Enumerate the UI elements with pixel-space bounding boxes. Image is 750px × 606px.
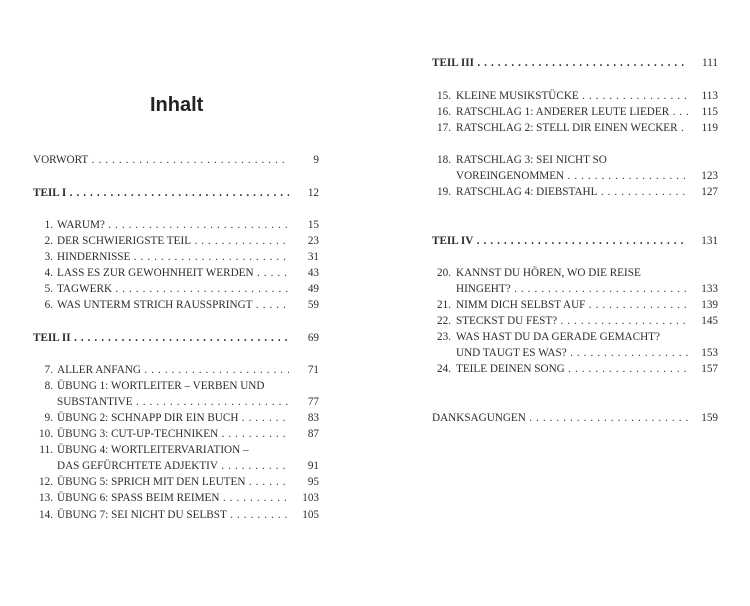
entry-title: WAS UNTERM STRICH RAUSSPRINGT . . . <box>57 298 289 312</box>
toc-entry[interactable] <box>33 508 319 522</box>
toc-entry-teil-4[interactable] <box>432 234 718 248</box>
entry-number: 7. <box>44 364 53 376</box>
entry-title: TEIL III . . . <box>432 56 688 70</box>
entry-page: 139 <box>701 299 718 311</box>
toc-entry[interactable] <box>432 266 718 280</box>
toc-entry-teil-2[interactable] <box>33 331 319 345</box>
entry-page: 131 <box>701 235 718 247</box>
entry-page: 87 <box>307 428 319 440</box>
entry-title-line-2: VOREINGENOMMEN . . . <box>456 169 688 183</box>
entry-title: VORWORT . . . <box>33 153 289 167</box>
entry-title: KLEINE MUSIKSTÜCKE . . . <box>456 89 688 103</box>
entry-page: 12 <box>307 187 319 199</box>
entry-page: 119 <box>701 122 718 134</box>
entry-title: WARUM? . . . <box>57 218 289 232</box>
entry-page: 71 <box>307 364 319 376</box>
entry-number: 11. <box>39 444 53 456</box>
toc-entry[interactable] <box>432 314 718 328</box>
entry-number: 5. <box>44 283 53 295</box>
entry-title: TEIL I . . . <box>33 186 289 200</box>
entry-title-line-2: SUBSTANTIVE . . . <box>57 395 289 409</box>
entry-title: ÜBUNG 5: SPRICH MIT DEN LEUTEN . . . <box>57 475 289 489</box>
entry-number: 24. <box>437 363 451 375</box>
entry-title-line-2: HINGEHT? . . . <box>456 282 688 296</box>
entry-page: 69 <box>307 332 319 344</box>
entry-title-line-1: RATSCHLAG 3: SEI NICHT SO <box>456 154 607 166</box>
entry-title: TEIL IV . . . <box>432 234 688 248</box>
entry-page: 127 <box>701 186 718 198</box>
toc-entry[interactable] <box>432 330 718 344</box>
entry-page: 15 <box>307 219 319 231</box>
entry-title: RATSCHLAG 4: DIEBSTAHL . . . <box>456 185 688 199</box>
entry-number: 6. <box>44 299 53 311</box>
entry-number: 12. <box>39 476 53 488</box>
toc-entry[interactable] <box>33 218 319 232</box>
entry-page: 111 <box>702 57 718 69</box>
entry-page: 145 <box>701 315 718 327</box>
entry-number: 17. <box>437 122 451 134</box>
entry-page: 105 <box>302 509 319 521</box>
entry-number: 10. <box>39 428 53 440</box>
entry-page: 59 <box>307 299 319 311</box>
toc-entry[interactable] <box>432 185 718 199</box>
entry-page: 115 <box>701 106 718 118</box>
entry-title: ÜBUNG 3: CUT-UP-TECHNIKEN . . . <box>57 427 289 441</box>
toc-entry-continuation[interactable] <box>432 346 718 360</box>
entry-title-line-1: ÜBUNG 1: WORTLEITER – VERBEN UND <box>57 380 265 392</box>
toc-entry-continuation[interactable] <box>33 459 319 473</box>
entry-page: 91 <box>307 460 319 472</box>
toc-entry[interactable] <box>432 298 718 312</box>
entry-number: 1. <box>44 219 53 231</box>
toc-entry[interactable] <box>432 105 718 119</box>
entry-title: RATSCHLAG 1: ANDERER LEUTE LIEDER . . . <box>456 105 688 119</box>
entry-title: NIMM DICH SELBST AUF . . . <box>456 298 688 312</box>
toc-entry[interactable] <box>432 89 718 103</box>
entry-number: 13. <box>39 492 53 504</box>
entry-title-line-2: UND TAUGT ES WAS? . . . <box>456 346 688 360</box>
entry-title: ÜBUNG 7: SEI NICHT DU SELBST . . . <box>57 508 289 522</box>
entry-number: 16. <box>437 106 451 118</box>
toc-entry[interactable] <box>432 121 718 135</box>
toc-entry-danksagungen[interactable] <box>432 411 718 425</box>
entry-page: 9 <box>313 154 319 166</box>
entry-title-line-1: WAS HAST DU DA GERADE GEMACHT? <box>456 331 660 343</box>
entry-number: 21. <box>437 299 451 311</box>
toc-entry-vorwort[interactable] <box>33 153 319 167</box>
entry-number: 15. <box>437 90 451 102</box>
entry-title: ÜBUNG 2: SCHNAPP DIR EIN BUCH . . . <box>57 411 289 425</box>
entry-number: 3. <box>44 251 53 263</box>
entry-number: 19. <box>437 186 451 198</box>
toc-entry[interactable] <box>432 362 718 376</box>
entry-title: DER SCHWIERIGSTE TEIL . . . <box>57 234 289 248</box>
toc-entry[interactable] <box>33 363 319 377</box>
entry-page: 83 <box>307 412 319 424</box>
page-title: Inhalt <box>150 94 204 116</box>
toc-entry[interactable] <box>432 153 718 167</box>
entry-number: 20. <box>437 267 451 279</box>
entry-number: 4. <box>44 267 53 279</box>
entry-number: 22. <box>437 315 451 327</box>
entry-page: 113 <box>701 90 718 102</box>
entry-title: TAGWERK . . . <box>57 282 289 296</box>
toc-entry-continuation[interactable] <box>432 282 718 296</box>
entry-page: 157 <box>701 363 718 375</box>
toc-entry[interactable] <box>33 234 319 248</box>
entry-title: RATSCHLAG 2: STELL DIR EINEN WECKER . . . <box>456 121 688 135</box>
entry-number: 23. <box>437 331 451 343</box>
entry-title-line-1: KANNST DU HÖREN, WO DIE REISE <box>456 267 641 279</box>
entry-title-line-2: DAS GEFÜRCHTETE ADJEKTIV . . . <box>57 459 289 473</box>
entry-page: 159 <box>701 412 718 424</box>
toc-entry[interactable] <box>33 250 319 264</box>
entry-page: 23 <box>307 235 319 247</box>
toc-entry[interactable] <box>33 491 319 505</box>
toc-entry[interactable] <box>33 379 319 393</box>
toc-entry[interactable] <box>33 411 319 425</box>
toc-entry[interactable] <box>33 298 319 312</box>
entry-title: LASS ES ZUR GEWOHNHEIT WERDEN . . . <box>57 266 289 280</box>
entry-page: 153 <box>701 347 718 359</box>
entry-title: STECKST DU FEST? . . . <box>456 314 688 328</box>
toc-entry[interactable] <box>33 475 319 489</box>
entry-page: 43 <box>307 267 319 279</box>
entry-number: 14. <box>39 509 53 521</box>
toc-entry-continuation[interactable] <box>33 395 319 409</box>
entry-page: 103 <box>302 492 319 504</box>
entry-number: 9. <box>44 412 53 424</box>
entry-page: 77 <box>307 396 319 408</box>
toc-entry[interactable] <box>33 427 319 441</box>
entry-title: HINDERNISSE . . . <box>57 250 289 264</box>
entry-title: DANKSAGUNGEN . . . <box>432 411 688 425</box>
toc-entry-continuation[interactable] <box>432 169 718 183</box>
toc-entry[interactable] <box>33 443 319 457</box>
entry-title: ÜBUNG 6: SPASS BEIM REIMEN . . . <box>57 491 289 505</box>
entry-page: 49 <box>307 283 319 295</box>
toc-entry-teil-1[interactable] <box>33 186 319 200</box>
entry-page: 133 <box>701 283 718 295</box>
entry-page: 123 <box>701 170 718 182</box>
toc-entry[interactable] <box>33 266 319 280</box>
entry-page: 31 <box>307 251 319 263</box>
toc-entry-teil-3[interactable] <box>432 56 718 70</box>
toc-entry[interactable] <box>33 282 319 296</box>
entry-number: 2. <box>44 235 53 247</box>
entry-page: 95 <box>307 476 319 488</box>
entry-number: 18. <box>437 154 451 166</box>
entry-title: TEILE DEINEN SONG . . . <box>456 362 688 376</box>
entry-title: ALLER ANFANG . . . <box>57 363 289 377</box>
entry-title: TEIL II . . . <box>33 331 289 345</box>
entry-title-line-1: ÜBUNG 4: WORTLEITERVARIATION – <box>57 444 249 456</box>
entry-number: 8. <box>44 380 53 392</box>
